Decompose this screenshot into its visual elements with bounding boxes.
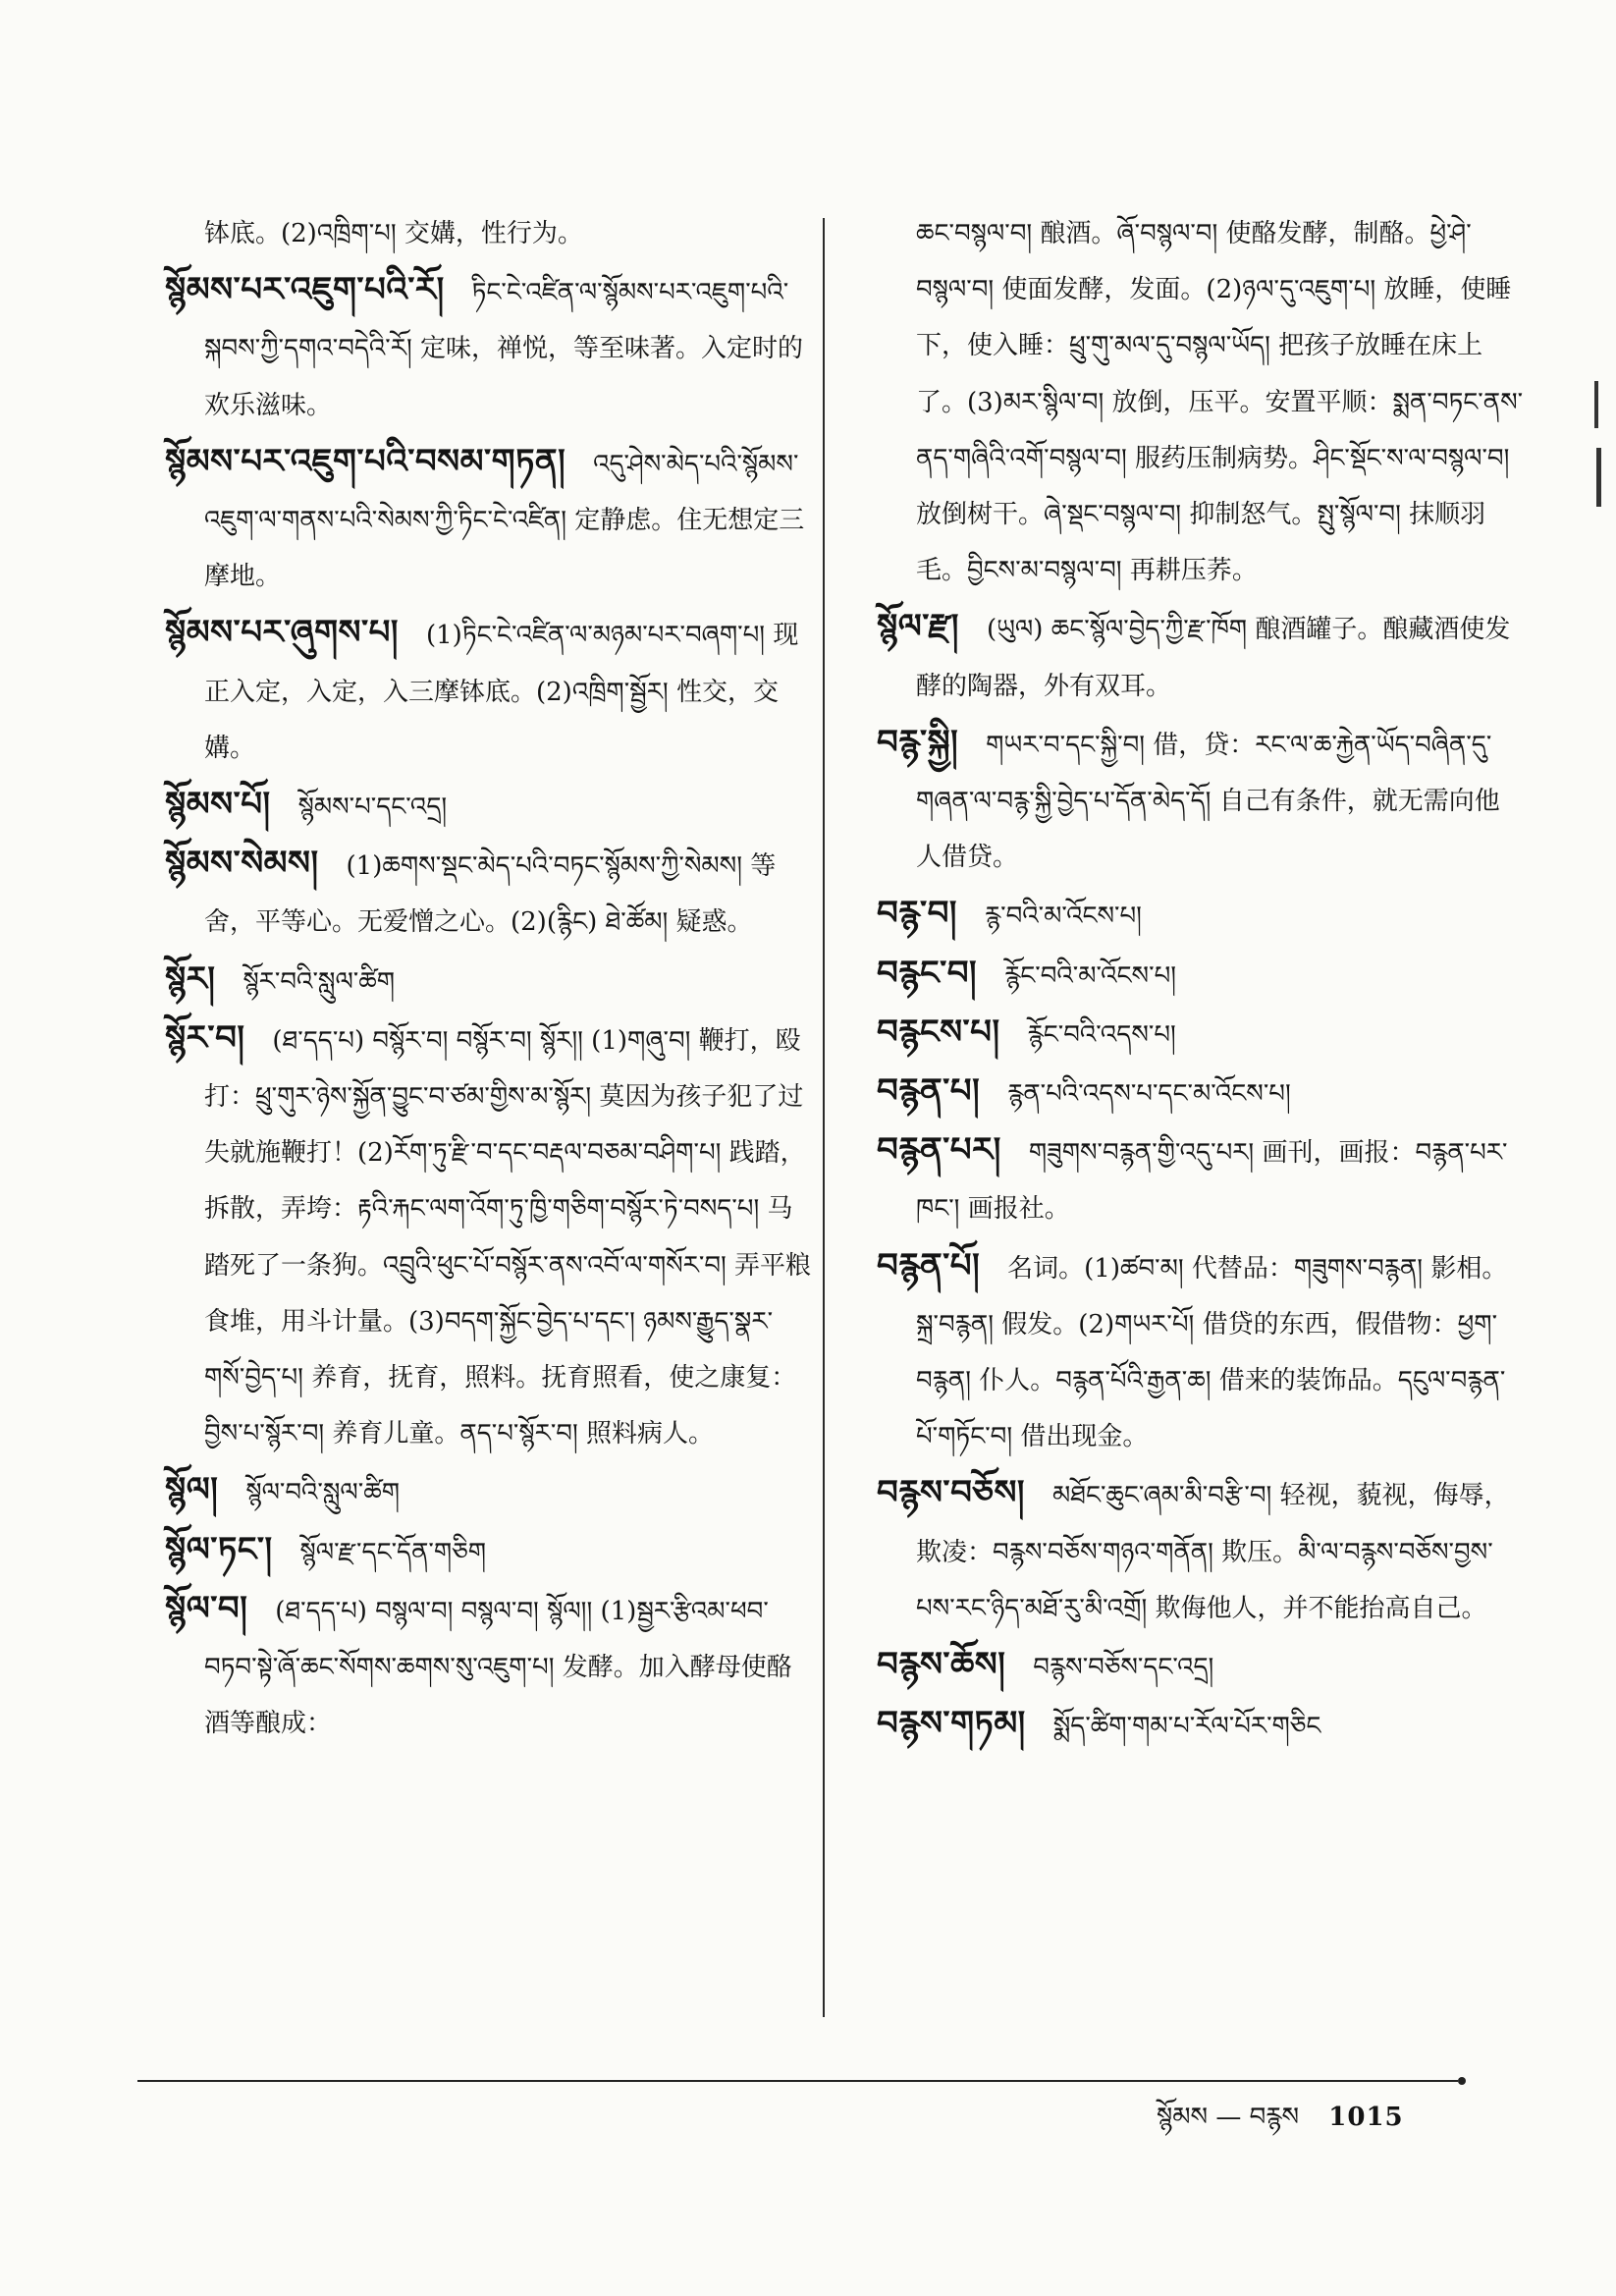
entry-definition: (1)ཆགས་སྡང་མེད་པའི་བཏང་སྙོམས་ཀྱི་སེམས། 等舍，平等心。无爱憎之心。(2)(རྙིང) ཐེ་ཚོམ། 疑惑。 — [204, 851, 777, 938]
entry-headword: བརྙན་པར། — [877, 1130, 1001, 1171]
dictionary-entry — [877, 1064, 1525, 1122]
entry-definition: སྨོད་ཚིག་གམ་པ་རོལ་པོར་གཅིང — [1052, 1712, 1321, 1742]
entry-definition: སྙོར་བའི་སླུལ་ཚིག — [242, 966, 396, 997]
entry-headword: སྙོར་བ། — [165, 1017, 245, 1058]
running-head-guide-words: སྙོམས — བརྙས — [1157, 2103, 1299, 2132]
entry-headword: བརྙ་སྐྱི། — [877, 722, 959, 762]
dictionary-entry — [165, 206, 813, 262]
entry-headword: བརྙན་པོ། — [877, 1245, 981, 1285]
entry-headword: སྙོམས་པོ། — [165, 785, 271, 825]
dictionary-entry — [165, 952, 813, 1011]
dictionary-entry — [165, 777, 813, 836]
column-divider — [823, 218, 825, 2017]
dictionary-entry — [877, 715, 1525, 887]
entry-definition: 名词。(1)ཚབ་མ། 代替品：གཟུགས་བརྙན། 影相。སྐྲ་བརྙན། 假发。(2)གཡར་པོ། 借贷的东西，假借物：ཕྱག་བརྙན། 仆人。བརྙན་པོའི་རྒྱན་ཆ། 借来的装饰品。དངུལ་བརྙན་པོ་གཏོང་བ། 借出现金。 — [916, 1253, 1508, 1452]
entry-headword: སྙོམས་སེམས། — [165, 844, 319, 884]
entry-headword: བརྙས་གཏམ། — [877, 1704, 1026, 1744]
entry-definition: བརྙས་བཅོས་དང་འདྲ། — [1033, 1653, 1214, 1683]
entry-headword: བརྙས་བཅོས། — [877, 1473, 1025, 1513]
footer — [1157, 2088, 1404, 2147]
dictionary-entry — [877, 1696, 1525, 1755]
entry-headword: སྙོལ་ཏང་། — [165, 1529, 273, 1569]
entry-definition: 钵底。(2)འཁྲིག་པ། 交媾，性行为。 — [204, 219, 583, 248]
entry-headword: བརྙན་པ། — [877, 1071, 981, 1112]
entry-definition: འདུ་ཤེས་མེད་པའི་སྙོམས་འཇུག་ལ་གནས་པའི་སེམས་ཀྱི་ཏིང་ངེ་འཛིན། 定静虑。住无想定三摩地。 — [204, 449, 805, 592]
dictionary-entry — [165, 434, 813, 606]
entry-definition: རྙ་བའི་མ་འོངས་པ། — [984, 902, 1142, 932]
entry-headword: སྙོམས་པར་འཇུག་པའི་བསམ་གཏན། — [165, 441, 566, 481]
entry-definition: རྙན་པའི་འདས་པ་དང་མ་འོངས་པ། — [1007, 1079, 1291, 1110]
dictionary-entry — [165, 1522, 813, 1581]
entry-definition: གཡར་བ་དང་སྐྱི་བ། 借，贷：རང་ལ་ཆ་རྐྱེན་ཡོད་བཞིན་དུ་གཞན་ལ་བརྙ་སྐྱི་བྱེད་པ་དོན་མེད་དོ། 自己有条件，就无需向他人借贷。 — [916, 730, 1500, 873]
dictionary-entry — [165, 1462, 813, 1521]
dictionary-entry — [877, 946, 1525, 1005]
dictionary-entry — [877, 886, 1525, 945]
entry-definition: གཟུགས་བརྙན་གྱི་འདུ་པར། 画刊，画报：བརྙན་པར་ཁང་། 画报社。 — [916, 1138, 1508, 1225]
dictionary-entry — [165, 262, 813, 434]
entry-headword: སྙོམས་པར་འཇུག་པའི་རོ། — [165, 270, 445, 310]
entry-headword: སྙོམས་པར་ཞུགས་པ། — [165, 613, 399, 653]
footer-rule — [137, 2080, 1458, 2082]
entry-headword: སྙོར། — [165, 958, 216, 999]
entry-headword: བརྙས་ཆོས། — [877, 1645, 1006, 1685]
left-column — [165, 206, 813, 1752]
page-number: 1015 — [1328, 2103, 1404, 2132]
entry-headword: སྙོལ་རྫ། — [877, 607, 959, 647]
entry-definition: (ཐ་དད་པ) བསྙལ་བ། བསྙལ་བ། སྙོལ།། (1)སྦྱར་རྩིའམ་ཕབ་བཏབ་སྟེ་ཞོ་ཆང་སོགས་ཆགས་སུ་འཇུག་པ། 发酵。加入酵母使酪酒等酿成： — [204, 1596, 792, 1739]
entry-definition: རྙོང་བའི་མ་འོངས་པ། — [1004, 960, 1177, 991]
entry-headword: སྙོལ་བ། — [165, 1588, 248, 1628]
dictionary-entry — [877, 206, 1525, 599]
dictionary-entry — [165, 605, 813, 777]
entry-definition: རྙོང་བའི་འདས་པ། — [1027, 1019, 1176, 1050]
dictionary-entry — [165, 1011, 813, 1463]
entry-definition: (1)ཏིང་ངེ་འཛིན་ལ་མཉམ་པར་བཞག་པ། 现正入定，入定，入三摩钵底。(2)འཁྲིག་སྦྱོར། 性交，交媾。 — [204, 621, 799, 763]
entry-definition: (ཡུལ) ཆང་སྙོལ་བྱེད་ཀྱི་རྫ་ཁོག 酿酒罐子。酿藏酒使发酵的陶器，外有双耳。 — [916, 615, 1511, 701]
dictionary-entry — [877, 1005, 1525, 1064]
edge-mark — [1594, 381, 1598, 428]
dictionary-entry — [877, 1637, 1525, 1696]
entry-definition: ཏིང་ངེ་འཛིན་ལ་སྙོམས་པར་འཇུག་པའི་སྐབས་ཀྱི་དགའ་བདེའི་རོ། 定味，禅悦，等至味著。入定时的欢乐滋味。 — [204, 278, 803, 420]
dictionary-entry — [165, 836, 813, 951]
right-column — [877, 206, 1525, 1755]
entry-definition: སྙོལ་བའི་སླུལ་ཚིག — [245, 1478, 401, 1508]
edge-mark — [1596, 448, 1601, 507]
dictionary-entry — [877, 1122, 1525, 1237]
dictionary-entry — [877, 1238, 1525, 1466]
entry-definition: (ཐ་དད་པ) བསྙོར་བ། བསྙོར་བ། སྙོར།། (1)གཞུ་བ། 鞭打，殴打：ཕྲུ་གུར་ཉེས་སྐྱོན་བྱུང་བ་ཙམ་གྱིས་མ་སྙོར། 莫因为孩子犯了过失就施鞭打！(2)རོག་ཏུ་རྫི་བ་དང་བརྡལ་བཅམ་བཤིག་པ། 践踏，拆散，弄垮：རྟའི་རྐང་ལག་འོག་ཏུ་ཁྱི་གཅིག་བསྙོར་ཏེ་བསད་པ། 马踏死了一条狗。འབྲུའི་ཕུང་པོ་བསྙོར་ནས་འབོ་ལ་གསོར་བ། 弄平粮食堆，用斗计量。(3)བདག་སྐྱོང་བྱེད་པ་དང་། ཉམས་རྒྱུད་སྣར་གསོ་བྱེད་པ། 养育，抚育，照料。抚育照看，使之康复：བྱིས་པ་སྙོར་བ། 养育儿童。ནད་པ་སྙོར་བ། 照料病人。 — [204, 1025, 812, 1449]
entry-headword: བརྙངས་པ། — [877, 1011, 1000, 1052]
entry-definition: སྙོམས་པ་དང་འདྲ། — [297, 793, 448, 823]
dictionary-entry — [877, 599, 1525, 714]
entry-definition: མཐོང་ཆུང་ཞམ་མི་བརྩི་བ། 轻视，藐视，侮辱，欺凌：བརྙས་བཅོས་གཉའ་གནོན། 欺压。མི་ལ་བརྙས་བཅོས་བྱས་པས་རང་ཉིད་མཐོ་རུ་མི་འགྲོ། 欺侮他人，并不能抬高自己。 — [916, 1481, 1510, 1623]
entry-headword: སྙོལ། — [165, 1470, 219, 1510]
entry-definition: ཆང་བསྙལ་བ། 酿酒。ཞོ་བསྙལ་བ། 使酪发酵，制酪。ཕྱེ་ཤེ་བསྙལ་བ། 使面发酵，发面。(2)ཉལ་དུ་འཇུག་པ། 放睡，使睡下，使入睡：ཕྲུ་གུ་མལ་དུ་བསྙལ་ཡོད། 把孩子放睡在床上了。(3)མར་སྙིལ་བ། 放倒，压平。安置平顺：སྨན་བཏང་ནས་ནད་གཞིའི་འགོ་བསྙལ་བ། 服药压制病势。ཤིང་སྡོང་ས་ལ་བསྙལ་བ། 放倒树干。ཞེ་སྡང་བསྙལ་བ། 抑制怒气。སྤུ་སྙོལ་བ། 抹顺羽毛。བྱིངས་མ་བསྙལ་བ། 再耕压荞。 — [916, 219, 1524, 586]
dictionary-entry — [165, 1581, 813, 1753]
dictionary-entry — [877, 1465, 1525, 1637]
entry-headword: བརྙ་བ། — [877, 894, 957, 934]
entry-headword: བརྙང་བ། — [877, 953, 978, 993]
entry-definition: སྙོལ་རྫ་དང་དོན་གཅིག — [299, 1537, 487, 1567]
